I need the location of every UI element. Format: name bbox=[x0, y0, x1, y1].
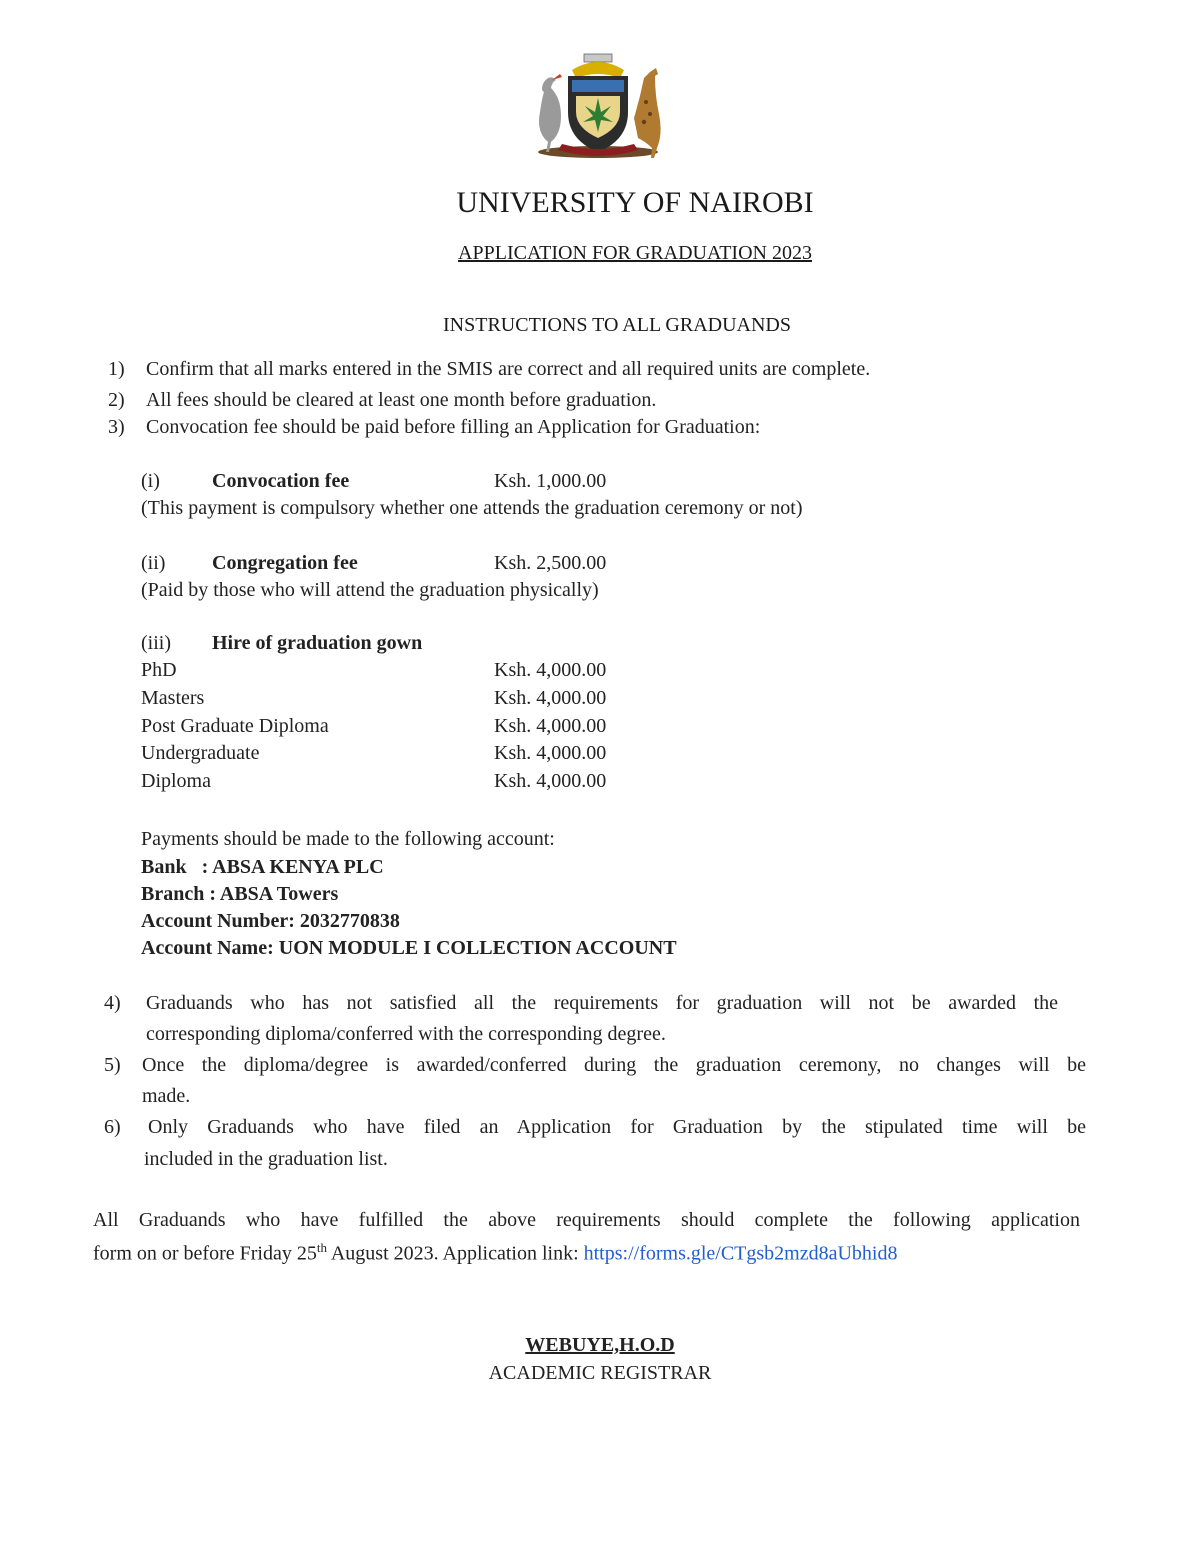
instruction-number: 5) bbox=[104, 1054, 121, 1076]
instruction-text: All fees should be cleared at least one month before graduation. bbox=[146, 389, 657, 411]
gown-level: Masters bbox=[141, 687, 205, 709]
date-ordinal-suffix: th bbox=[316, 1240, 327, 1255]
instruction-number: 4) bbox=[104, 992, 121, 1014]
bank-branch: Branch : ABSA Towers bbox=[141, 883, 339, 905]
document-subtitle: APPLICATION FOR GRADUATION 2023 bbox=[458, 242, 812, 264]
closing-text-line: All Graduands who have fulfilled the above requirements should complete the following application bbox=[93, 1209, 1080, 1231]
gown-level: Diploma bbox=[141, 770, 211, 792]
closing-text-line bbox=[93, 1240, 898, 1266]
university-title: UNIVERSITY OF NAIROBI bbox=[456, 186, 814, 219]
instruction-text-line: Only Graduands who have filed an Application for Graduation by the stipulated time will be bbox=[148, 1116, 1086, 1138]
signatory-name: WEBUYE,H.O.D bbox=[525, 1334, 675, 1356]
instruction-text-line: Graduands who has not satisfied all the requirements for graduation will not be awarded the bbox=[146, 992, 1058, 1014]
congregation-fee-amount: Ksh. 2,500.00 bbox=[494, 552, 607, 574]
instruction-number: 3) bbox=[108, 416, 125, 438]
instruction-number: 1) bbox=[108, 358, 125, 380]
instruction-number: 2) bbox=[108, 389, 125, 411]
instruction-text-line: included in the graduation list. bbox=[144, 1148, 388, 1170]
gown-amount: Ksh. 4,000.00 bbox=[494, 659, 607, 681]
closing-date-suffix: August 2023. Application link: bbox=[326, 1242, 584, 1265]
instructions-heading: INSTRUCTIONS TO ALL GRADUANDS bbox=[443, 314, 791, 336]
instruction-text: Confirm that all marks entered in the SMIS are correct and all required units are complete. bbox=[146, 358, 871, 380]
gown-amount: Ksh. 4,000.00 bbox=[494, 715, 607, 737]
university-crest-logo bbox=[522, 52, 674, 160]
instruction-number: 6) bbox=[104, 1116, 121, 1138]
account-name: Account Name: UON MODULE I COLLECTION ACCOUNT bbox=[141, 937, 677, 959]
fee-number: (iii) bbox=[141, 632, 171, 654]
gown-amount: Ksh. 4,000.00 bbox=[494, 742, 607, 764]
bank-name: Bank : ABSA KENYA PLC bbox=[141, 856, 384, 878]
instruction-text-line: corresponding diploma/conferred with the corresponding degree. bbox=[146, 1023, 666, 1045]
gown-level: PhD bbox=[141, 659, 177, 681]
closing-date-prefix: form on or before Friday 25 bbox=[93, 1242, 317, 1265]
congregation-fee-note: (Paid by those who will attend the graduation physically) bbox=[141, 579, 599, 601]
instruction-text-line: made. bbox=[142, 1085, 191, 1107]
gown-hire-label: Hire of graduation gown bbox=[212, 632, 423, 654]
convocation-fee-amount: Ksh. 1,000.00 bbox=[494, 470, 607, 492]
gown-amount: Ksh. 4,000.00 bbox=[494, 770, 607, 792]
instruction-text: Convocation fee should be paid before filling an Application for Graduation: bbox=[146, 416, 761, 438]
signatory-title: ACADEMIC REGISTRAR bbox=[488, 1362, 712, 1384]
payment-intro: Payments should be made to the following account: bbox=[141, 828, 555, 850]
convocation-fee-label: Convocation fee bbox=[212, 470, 350, 492]
gown-level: Undergraduate bbox=[141, 742, 260, 764]
congregation-fee-label: Congregation fee bbox=[212, 552, 358, 574]
gown-level: Post Graduate Diploma bbox=[141, 715, 329, 737]
fee-number: (ii) bbox=[141, 552, 166, 574]
fee-number: (i) bbox=[141, 470, 160, 492]
convocation-fee-note: (This payment is compulsory whether one attends the graduation ceremony or not) bbox=[141, 497, 803, 519]
application-link[interactable]: https://forms.gle/CTgsb2mzd8aUbhid8 bbox=[583, 1242, 898, 1265]
instruction-text-line: Once the diploma/degree is awarded/conferred during the graduation ceremony, no changes will be bbox=[142, 1054, 1086, 1076]
gown-amount: Ksh. 4,000.00 bbox=[494, 687, 607, 709]
account-number: Account Number: 2032770838 bbox=[141, 910, 400, 932]
